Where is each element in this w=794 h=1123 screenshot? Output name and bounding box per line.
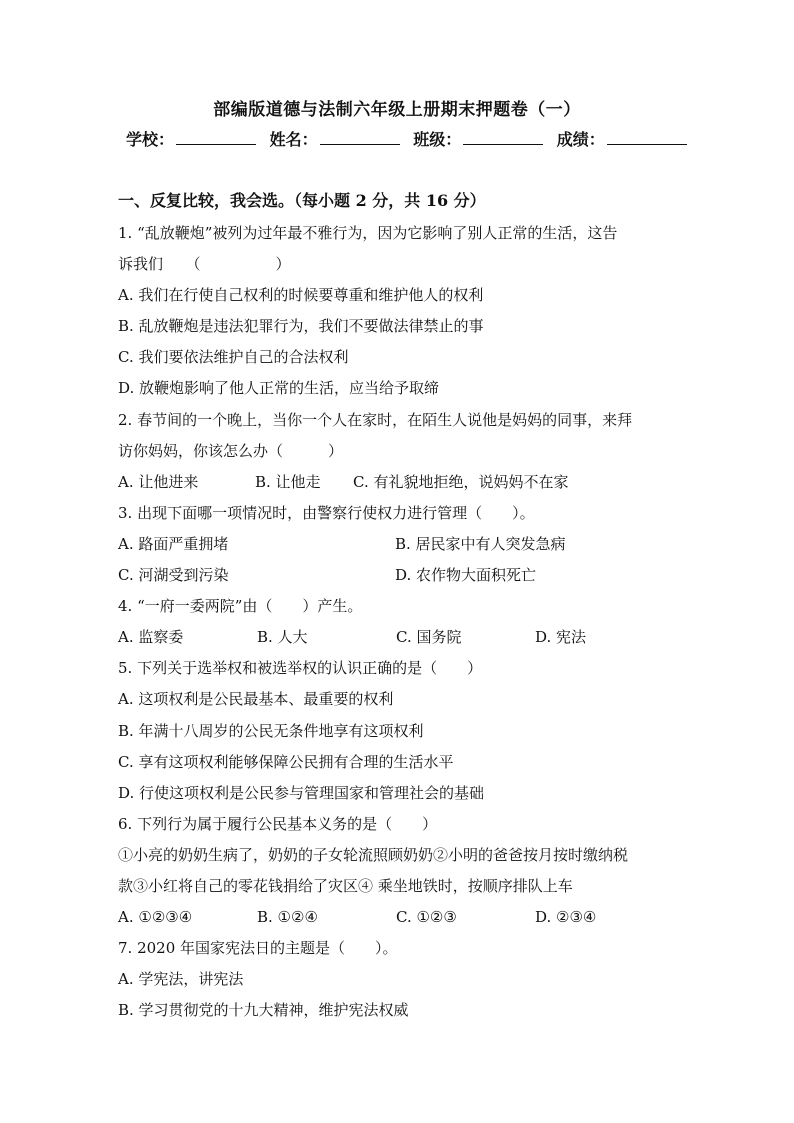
q4-option-d: D. 宪法 [535,628,587,647]
q1-option-c: C. 我们要依法维护自己的合法权利 [118,348,349,367]
score-blank [607,130,687,145]
q5-stem: 5. 下列关于选举权和被选举权的认识正确的是（ ） [118,659,483,678]
q6-detail-line2: 款③小红将自己的零花钱捐给了灾区④ 乘坐地铁时，按顺序排队上车 [118,876,573,895]
q3-stem: 3. 出现下面哪一项情况时，由警察行使权力进行管理（ ）。 [118,503,535,522]
q6-option-d: D. ②③④ [535,908,597,927]
name-label: 姓名： [269,130,318,149]
score-label: 成绩： [556,130,605,149]
q2-stem-line1: 2. 春节间的一个晚上，当你一个人在家时，在陌生人说他是妈妈的同事，来拜 [118,410,633,429]
school-field [126,127,256,150]
q4-stem: 4. “一府一委两院”由（ ）产生。 [118,597,363,616]
q3-options-row2 [118,560,678,591]
q3-option-d: D. 农作物大面积死亡 [395,566,537,585]
q2-options [118,467,678,498]
q6-stem: 6. 下列行为属于履行公民基本义务的是（ ） [118,814,438,833]
q1-stem-line1: 1. “乱放鞭炮”被列为过年最不雅行为，因为它影响了别人正常的生活，这告 [118,224,618,242]
q7-stem: 7. 2020 年国家宪法日的主题是（ ）。 [118,939,398,958]
student-info-row [126,127,686,150]
school-blank [176,130,256,145]
q2-stem-line2: 访你妈妈，你该怎么办（ ） [118,441,344,460]
section-heading: 一、反复比较，我会选。（每小题 2 分，共 16 分） [118,191,486,210]
q6-options [118,902,678,933]
name-blank [320,130,400,145]
q4-option-b: B. 人大 [257,628,308,647]
question-list [118,218,678,1026]
class-field [413,127,543,150]
q4-option-c: C. 国务院 [396,628,462,647]
q1-option-a: A. 我们在行使自己权利的时候要尊重和维护他人的权利 [118,286,484,305]
q3-option-b: B. 居民家中有人突发急病 [395,534,566,553]
class-blank [463,130,543,145]
q3-option-c: C. 河湖受到污染 [118,566,229,585]
q7-option-a: A. 学宪法，讲宪法 [118,970,244,989]
class-label: 班级： [413,130,462,149]
exam-title: 部编版道德与法制六年级上册期末押题卷（一） [213,100,581,120]
q6-option-a: A. ①②③④ [118,908,193,927]
q4-option-a: A. 监察委 [118,628,184,647]
score-field [557,127,687,150]
school-label: 学校： [126,130,175,149]
q1-stem-line2: 诉我们 （ ） [118,255,291,274]
q2-option-b: B. 让他走 [255,472,321,491]
q5-option-b: B. 年满十八周岁的公民无条件地享有这项权利 [118,721,424,740]
q3-option-a: A. 路面严重拥堵 [118,534,229,553]
q2-option-a: A. 让他进来 [118,472,199,491]
q1-option-d: D. 放鞭炮影响了他人正常的生活，应当给予取缔 [118,379,440,398]
q2-option-c: C. 有礼貌地拒绝，说妈妈不在家 [353,472,569,491]
q6-detail-line1: ①小亮的奶奶生病了，奶奶的子女轮流照顾奶奶②小明的爸爸按月按时缴纳税 [118,845,629,864]
q6-option-c: C. ①②③ [396,908,457,927]
q4-options [118,622,678,653]
q3-options-row1 [118,529,678,560]
q5-option-d: D. 行使这项权利是公民参与管理国家和管理社会的基础 [118,783,485,802]
q5-option-c: C. 享有这项权利能够保障公民拥有合理的生活水平 [118,752,454,771]
q5-option-a: A. 这项权利是公民最基本、最重要的权利 [118,690,394,709]
name-field [270,127,400,150]
q7-option-b: B. 学习贯彻党的十九大精神，维护宪法权威 [118,1001,409,1020]
q6-option-b: B. ①②④ [257,908,318,927]
q1-option-b: B. 乱放鞭炮是违法犯罪行为，我们不要做法律禁止的事 [118,317,484,336]
